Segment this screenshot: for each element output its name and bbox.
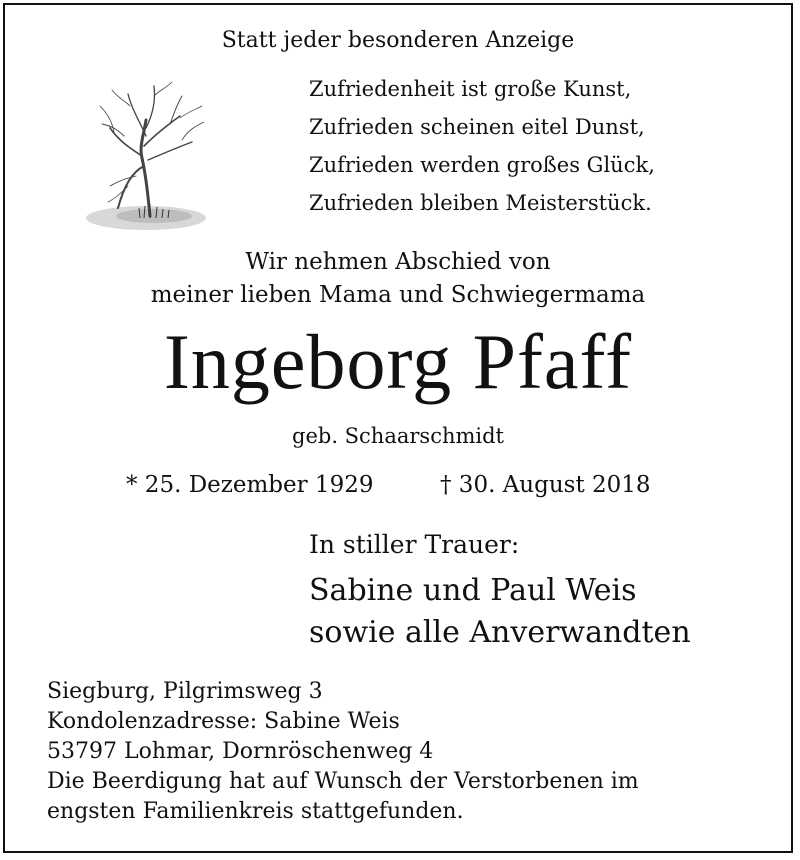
- tree-icon: [84, 76, 214, 236]
- poem-line: Zufrieden scheinen eitel Dunst,: [309, 115, 645, 139]
- birth-date: * 25. Dezember 1929: [126, 472, 374, 498]
- death-date: † 30. August 2018: [440, 472, 651, 498]
- intro: [0, 246, 796, 312]
- address-line: 53797 Lohmar, Dornröschenweg 4: [47, 739, 434, 764]
- mourner-line: sowie alle Anverwandten: [309, 615, 691, 650]
- address-line: Kondolenzadresse: Sabine Weis: [47, 709, 400, 734]
- poem-line: Zufrieden werden großes Glück,: [309, 153, 655, 177]
- poem-line: Zufriedenheit ist große Kunst,: [309, 77, 632, 101]
- deceased-name: Ingeborg Pfaff: [163, 318, 633, 405]
- intro-line: Wir nehmen Abschied von: [245, 249, 551, 275]
- mourning-heading: In stiller Trauer:: [309, 530, 520, 559]
- poem-line: Zufrieden bleiben Meisterstück.: [309, 191, 652, 215]
- address-line: engsten Familienkreis stattgefunden.: [47, 799, 464, 824]
- mourner-line: Sabine und Paul Weis: [309, 573, 637, 608]
- intro-line: meiner lieben Mama und Schwiegermama: [150, 282, 646, 308]
- address-line: Siegburg, Pilgrimsweg 3: [47, 679, 323, 704]
- address-line: Die Beerdigung hat auf Wunsch der Verstorbenen im: [47, 769, 639, 794]
- mourners: [309, 570, 691, 654]
- notice-header: Statt jeder besonderen Anzeige: [221, 28, 575, 53]
- poem: [309, 70, 655, 222]
- maiden-name: geb. Schaarschmidt: [292, 424, 504, 448]
- address-block: [47, 677, 639, 827]
